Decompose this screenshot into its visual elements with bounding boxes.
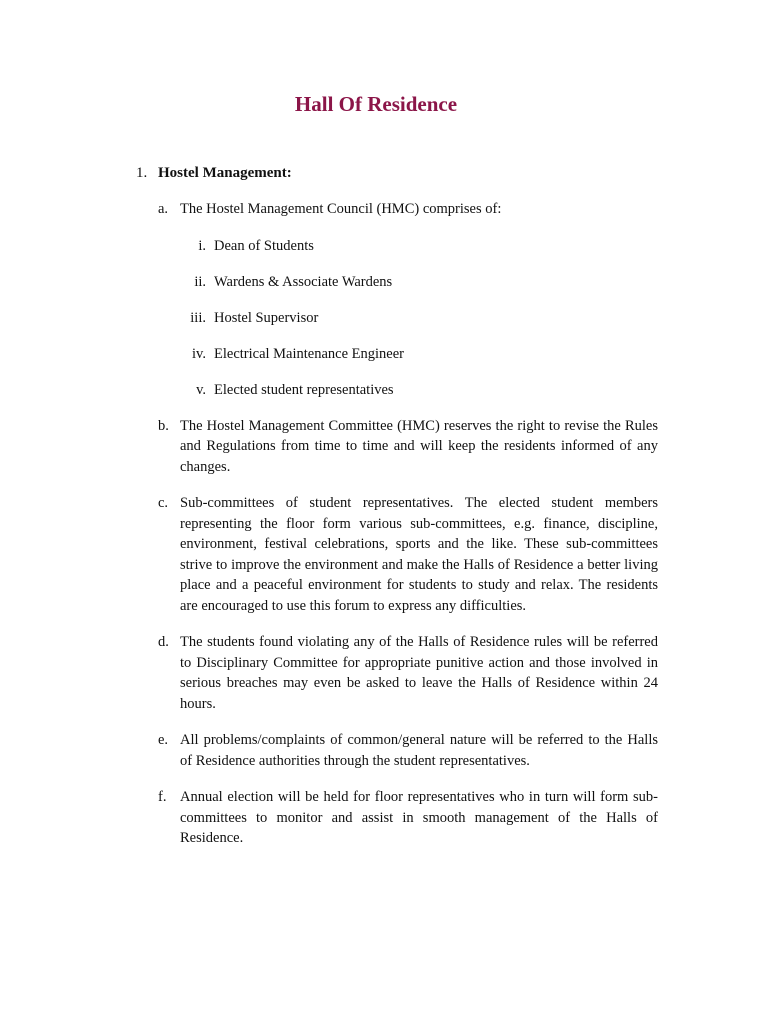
sublist-text: Wardens & Associate Wardens (214, 273, 393, 290)
sublist-text: Electrical Maintenance Engineer (214, 345, 405, 362)
sublist-number: iv. (192, 345, 206, 362)
item-body (180, 199, 658, 400)
item-text: The Hostel Management Council (HMC) comprises of: (180, 201, 502, 217)
section-number: 1. (136, 165, 148, 181)
item-letter: e. (158, 732, 169, 748)
item-letter: d. (158, 634, 169, 650)
sublist (176, 236, 658, 400)
item-text: Sub-committees of student representatives. The elected student members representing the floor form various sub-committees, e.g. finance, discipline, environment, festival celebrations, sports and the like. These sub-committees strive to improve the environment and make the Halls of Residence a better living place and a peaceful environment for students to study and relax. The residents are encouraged to use this forum to express any difficulties. (180, 495, 658, 614)
item-letter: b. (158, 417, 169, 434)
sublist-item (176, 236, 658, 256)
sublist-text: Elected student representatives (214, 381, 394, 398)
section-hostel-management (136, 163, 658, 865)
sublist-item (176, 380, 658, 400)
list-item-e (158, 730, 658, 771)
item-letter: a. (158, 201, 169, 217)
sublist-item (176, 344, 658, 364)
sublist-number: ii. (194, 273, 206, 290)
sublist-number: v. (196, 381, 206, 398)
item-text: Annual election will be held for floor representatives who in turn will form sub-committees to monitor and assist in smooth management of the Halls of Residence. (180, 789, 658, 846)
list-item-a (158, 199, 658, 400)
sublist-text: Dean of Students (214, 237, 314, 254)
section-items (158, 199, 658, 849)
item-text: The Hostel Management Committee (HMC) reserves the right to revise the Rules and Regulations from time to time and will keep the residents informed of any changes. (180, 417, 658, 475)
item-text: All problems/complaints of common/general nature will be referred to the Halls of Residence authorities through the student representatives. (180, 732, 658, 769)
sublist-text: Hostel Supervisor (214, 309, 319, 326)
item-letter: c. (158, 495, 169, 511)
item-text: The students found violating any of the Halls of Residence rules will be referred to Disciplinary Committee for appropriate punitive action and those involved in serious breaches may even be asked to leave the Halls of Residence within 24 hours. (180, 634, 658, 712)
list-item-b (158, 416, 658, 478)
sublist-number: iii. (190, 309, 206, 326)
sublist-item (176, 308, 658, 328)
list-item-f (158, 787, 658, 849)
section-heading (136, 163, 658, 183)
section-heading-label: Hostel Management: (158, 165, 292, 181)
list-item-d (158, 632, 658, 714)
sublist-number: i. (198, 237, 206, 254)
sublist-item (176, 272, 658, 292)
item-letter: f. (158, 789, 167, 805)
page-title: Hall Of Residence (294, 92, 458, 116)
list-item-c (158, 493, 658, 616)
